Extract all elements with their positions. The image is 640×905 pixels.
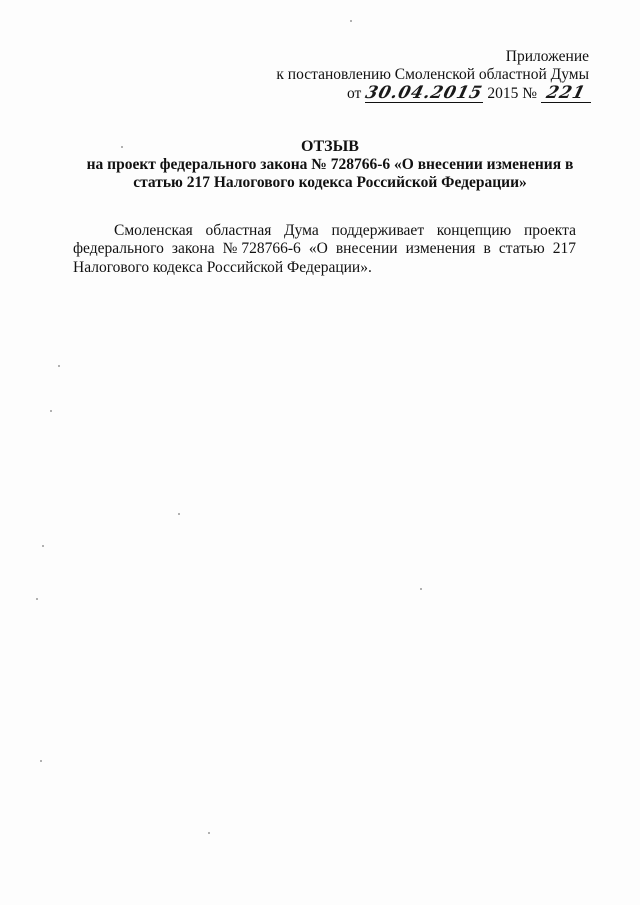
handwritten-number: 221 <box>544 83 588 103</box>
word: № 728766-6 <box>222 240 301 258</box>
word: областная <box>205 222 272 239</box>
title-line-2: статью 217 Налогового кодекса Российской Федерации» <box>133 174 527 191</box>
title-line-1: на проект федерального закона № 728766-6 «О внесении изменения в <box>86 156 574 173</box>
date-prefix: от <box>347 85 362 102</box>
scan-speck <box>350 20 352 22</box>
year-number-label: 2015 № <box>487 85 537 102</box>
body-line-1 <box>73 222 576 240</box>
scan-speck <box>121 146 123 148</box>
word: 217 <box>552 240 576 258</box>
word: статью <box>498 240 545 258</box>
word: федерального <box>73 240 164 258</box>
word: закона <box>171 240 215 258</box>
word: изменения <box>405 240 476 258</box>
scan-speck <box>50 410 52 412</box>
scan-speck <box>58 365 60 367</box>
word: Смоленская <box>114 222 193 239</box>
resolution-reference: к постановлению Смоленской областной Думы <box>276 66 589 83</box>
scan-speck <box>420 588 422 590</box>
word: концепцию <box>436 222 512 239</box>
number-field <box>541 84 591 103</box>
date-field <box>363 83 486 103</box>
scan-speck <box>42 545 44 547</box>
scan-speck <box>178 513 180 515</box>
body-paragraph <box>73 222 576 277</box>
appendix-label: Приложение <box>505 48 589 65</box>
word: поддерживает <box>331 222 425 239</box>
scan-speck <box>36 598 38 600</box>
body-line-2 <box>73 240 576 258</box>
word: внесении <box>335 240 398 258</box>
body-line-3: Налогового кодекса Российской Федерации». <box>73 258 372 276</box>
resolution-date-line <box>347 84 591 103</box>
word: проекта <box>523 222 576 239</box>
word: в <box>483 240 491 258</box>
scan-speck <box>208 832 210 834</box>
word: «О <box>308 240 328 258</box>
scan-speck <box>40 760 42 762</box>
handwritten-date: 30.04.2015 <box>363 83 486 103</box>
word: Дума <box>284 222 319 239</box>
document-title <box>60 138 600 192</box>
title-main: ОТЗЫВ <box>301 138 359 155</box>
